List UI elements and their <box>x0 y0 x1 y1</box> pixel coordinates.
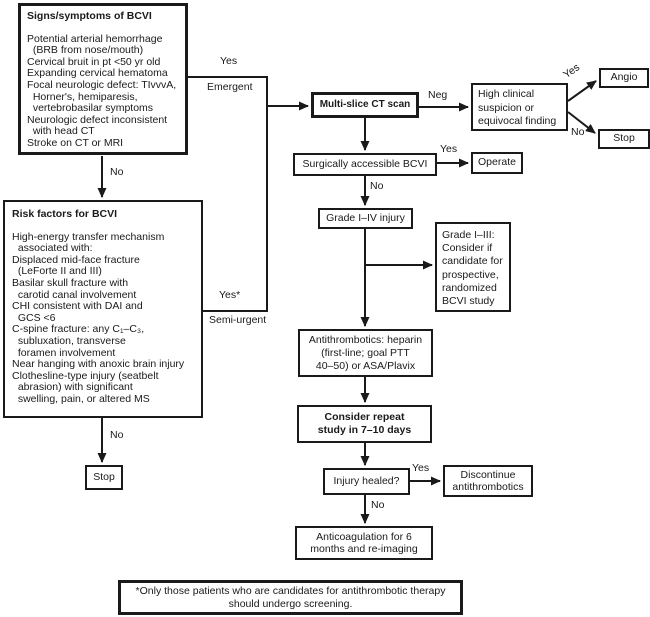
risk-factors-title: Risk factors for BCVI <box>12 208 118 220</box>
discontinue-antithrombotics-box <box>443 465 533 497</box>
consider-repeat-lines: Consider repeat study in 7–10 days <box>317 411 412 436</box>
label-emergent: Emergent <box>207 81 253 93</box>
multi-slice-ct-label: Multi-slice CT scan <box>319 99 411 111</box>
label-yes-angio: Yes <box>561 61 583 81</box>
risk-factors-lines: High-energy transfer mechanism associated with: Displaced mid-face fracture (LeForte II and III) Basilar skull fracture with carotid canal involvement CHI consistent with DAI and GCS <6 C-spine fracture: any C₁–C₃, subluxation, transverse foramen involvement Near hanging with anoxic brain injury Clothesline-type injury (seatbelt abrasion) with significant swelling, pain, or altered MS <box>12 230 185 405</box>
label-no-signs: No <box>110 166 124 178</box>
antithrombotics-box <box>298 329 433 377</box>
stop-right-box <box>598 129 650 149</box>
operate-box <box>471 152 523 174</box>
label-yes-healed: Yes <box>412 462 430 474</box>
angio-label: Angio <box>610 71 638 84</box>
label-neg: Neg <box>428 89 448 101</box>
footnote-lines: *Only those patients who are candidates for antithrombotic therapy should undergo screening. <box>135 585 446 610</box>
signs-symptoms-title: Signs/symptoms of BCVI <box>27 10 152 22</box>
injury-healed-label: Injury healed? <box>333 474 400 487</box>
surgically-accessible-box <box>293 153 437 176</box>
consider-repeat-box <box>297 405 432 443</box>
angio-box <box>599 68 649 88</box>
stop-left-label: Stop <box>93 470 115 483</box>
grade-1-3-consider-lines: Grade I–III: Consider if candidate for prospective, randomized BCVI study <box>442 229 503 308</box>
label-semi-urgent: Semi-urgent <box>209 314 267 326</box>
label-no-healed: No <box>371 499 385 511</box>
label-no-risk: No <box>110 429 124 441</box>
label-yes-operate: Yes <box>440 143 458 155</box>
label-no-stop: No <box>571 126 585 138</box>
anticoagulation-lines: Anticoagulation for 6 months and re-imaging <box>310 530 418 555</box>
grade-1-4-injury-box <box>318 208 413 229</box>
discontinue-antithrombotics-lines: Discontinue antithrombotics <box>452 468 524 493</box>
stop-right-label: Stop <box>613 132 635 145</box>
grade-1-3-consider-box <box>435 222 511 312</box>
grade-1-4-injury-label: Grade I–IV injury <box>326 211 405 224</box>
injury-healed-box <box>323 468 410 495</box>
high-clinical-suspicion-lines: High clinical suspicion or equivocal finding <box>478 88 557 127</box>
operate-label: Operate <box>478 156 516 169</box>
stop-left-box <box>85 465 123 490</box>
label-yes-semi-urgent: Yes* <box>219 289 241 301</box>
signs-symptoms-box <box>18 3 188 155</box>
label-yes-emergent: Yes <box>220 55 238 67</box>
signs-symptoms-lines: Potential arterial hemorrhage (BRB from nose/mouth) Cervical bruit in pt <50 yr old Expanding cervical hematoma Focal neurologic defect: TIvvvA, Horner's, hemiparesis, vertebrobasilar symptoms Neurologic defect inconsistent with head CT Stroke on CT or MRI <box>27 32 177 149</box>
footnote-box <box>118 580 463 615</box>
connector-highclinical-to-angio <box>568 81 596 101</box>
label-no-grade: No <box>370 180 384 192</box>
surgically-accessible-label: Surgically accessible BCVI <box>302 157 428 170</box>
risk-factors-box <box>3 200 203 418</box>
high-clinical-suspicion-box <box>471 83 568 131</box>
antithrombotics-lines: Antithrombotics: heparin (first-line; goal PTT 40–50) or ASA/Plavix <box>308 333 423 372</box>
multi-slice-ct-box <box>311 92 419 118</box>
anticoagulation-box <box>295 526 433 560</box>
